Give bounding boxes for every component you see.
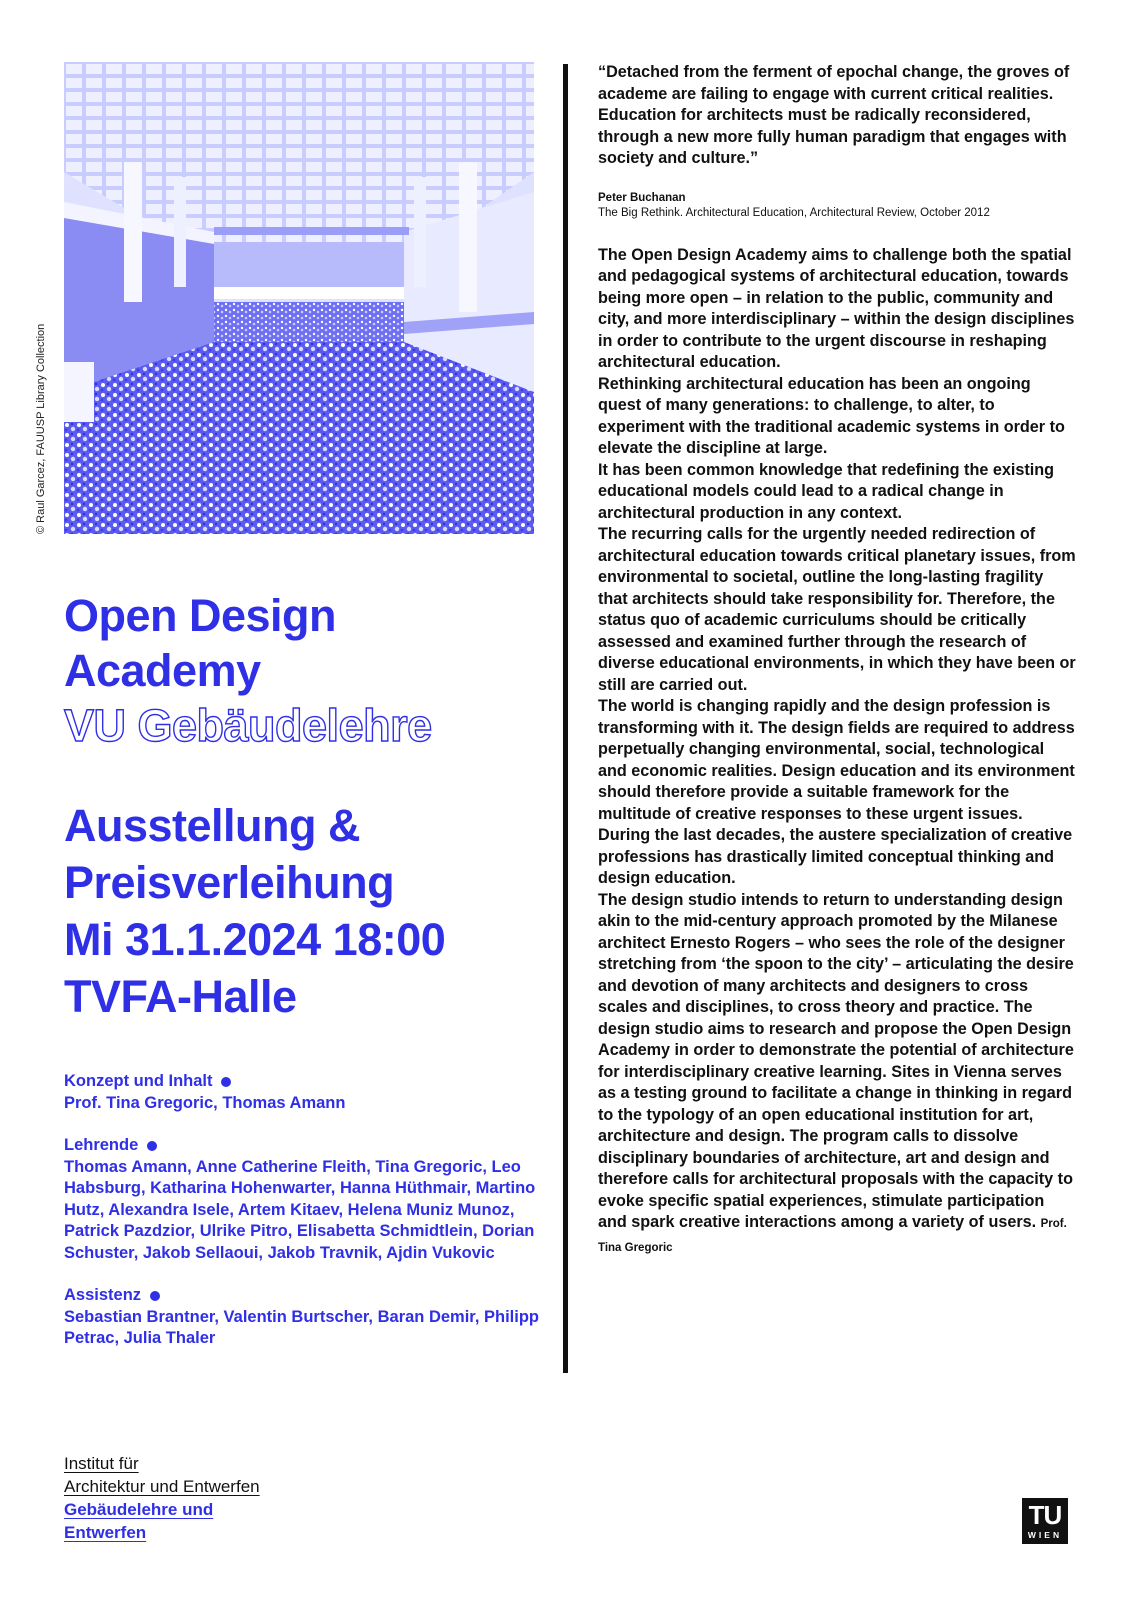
institute-line-4: Entwerfen — [64, 1523, 147, 1542]
quote-author: Peter Buchanan — [598, 191, 686, 204]
body-text — [598, 245, 1076, 1260]
body-paragraph-last — [598, 890, 1076, 1260]
left-column — [64, 588, 544, 1371]
logo-tu-text: TU — [1028, 1500, 1062, 1530]
bullet-dot-icon — [150, 1291, 160, 1301]
bullet-dot-icon — [221, 1077, 231, 1087]
tu-wien-logo — [1022, 1498, 1068, 1544]
title-subtitle-outline: VU Gebäudelehre — [64, 700, 432, 751]
institute-line-3: Gebäudelehre und — [64, 1500, 214, 1519]
logo-wien-text: WIEN — [1027, 1530, 1063, 1540]
institute-line-2: Architektur und Entwerfen — [64, 1477, 260, 1496]
event-line-1: Ausstellung & — [64, 800, 361, 851]
event-date-time: Mi 31.1.2024 18:00 — [64, 914, 446, 965]
credit-group-assistants — [64, 1285, 544, 1350]
title-line-1: Open Design — [64, 590, 337, 641]
credit-label: Lehrende — [64, 1136, 139, 1154]
credit-group-concept — [64, 1071, 544, 1114]
title-line-2: Academy — [64, 645, 261, 696]
event-line-2: Preisverleihung — [64, 857, 395, 908]
institute-line-1: Institut für — [64, 1454, 139, 1473]
credit-label: Konzept und Inhalt — [64, 1072, 213, 1090]
bullet-dot-icon — [147, 1141, 157, 1151]
quote-source: The Big Rethink. Architectural Education, Architectural Review, October 2012 — [598, 206, 990, 219]
institute-block — [64, 1452, 260, 1544]
credit-label: Assistenz — [64, 1286, 142, 1304]
event-venue: TVFA-Halle — [64, 971, 297, 1022]
signature: Prof. Tina Gregoric — [598, 1218, 1067, 1254]
credit-names: Sebastian Brantner, Valentin Burtscher, Baran Demir, Philipp Petrac, Julia Thaler — [64, 1307, 539, 1347]
credit-group-teachers — [64, 1135, 544, 1264]
body-paragraph: The Open Design Academy aims to challenge both the spatial and pedagogical systems of architectural education, towards being more open – in relation to the public, community and city, and more interdisciplinary – within the design disciplines in order to contribute to the urgent discourse in reshaping architectural education. — [598, 245, 1075, 372]
body-paragraph: It has been common knowledge that redefining the existing educational models could lead to a radical change in architectural production in any context. — [598, 460, 1055, 522]
right-column — [598, 62, 1076, 1259]
photo-credit: © Raul Garcez, FAUUSP Library Collection — [35, 323, 47, 534]
credits — [64, 1071, 544, 1350]
body-paragraph-text: The design studio intends to return to understanding design akin to the mid-century approach promoted by the Milanese architect Ernesto Rogers – who sees the role of the designer stretching from ‘the spoon to the city’ – articulating the desire and devotion of many architects and designers to cross scales and disciplines, to cross theory and practice. The design studio aims to research and propose the Open Design Academy in order to demonstrate the potential of architecture for interdisciplinary creative learning. Sites in Vienna serves as a testing ground to facilitate a change in thinking in regard to the typology of an open educational institution for art, architecture and design. The program calls to dissolve disciplinary boundaries of architecture, art and design and therefore calls for architectural proposals with the capacity to evoke specific spatial experiences, stimulate participation and spark creative interactions among a variety of users. — [598, 890, 1074, 1232]
vertical-divider — [563, 64, 568, 1373]
body-paragraph: Rethinking architectural education has been an ongoing quest of many generations: to challenge, to alter, to experiment with the traditional academic systems in order to elevate the discipline at large. — [598, 374, 1065, 458]
quote-text: “Detached from the ferment of epochal change, the groves of academe are failing to engage with current critical realities. Education for architects must be radically reconsidered, through a new more fully human paradigm that engages with society and culture.” — [598, 63, 1070, 168]
event-info — [64, 797, 544, 1025]
body-paragraph: The world is changing rapidly and the design profession is transforming with it. The design fields are required to address perpetually changing environmental, social, technological and economic realities. Design education and its environment should therefore provide a suitable framework for the multitude of creative responses to these urgent issues. During the last decades, the austere specialization of creative professions has drastically limited conceptual thinking and design education. — [598, 697, 1075, 888]
credit-names: Prof. Tina Gregoric, Thomas Amann — [64, 1093, 346, 1112]
credit-names: Thomas Amann, Anne Catherine Fleith, Tina Gregoric, Leo Habsburg, Katharina Hohenwarter, Hanna Hüthmair, Martino Hutz, Alexandra Isele, Artem Kitaev, Helena Muniz Munoz, Patrick Pazdzior, Ulrike Pitro, Elisabetta Schmidtlein, Dorian Schuster, Jakob Sellaoui, Jakob Travnik, Ajdin Vukovic — [64, 1157, 536, 1262]
hall-photo — [64, 62, 534, 534]
body-paragraph: The recurring calls for the urgently needed redirection of architectural education towards critical planetary issues, from environmental to societal, outline the long-lasting fragility that architects should take responsibility for. Therefore, the status quo of academic curriculums should be critically assessed and examined further through the research of diverse educational environments, in which they have been or still are carried out. — [598, 525, 1076, 694]
